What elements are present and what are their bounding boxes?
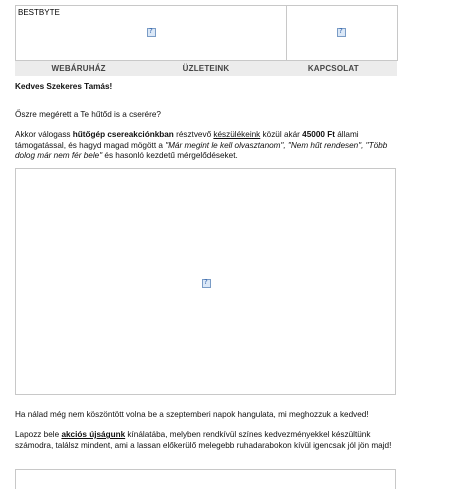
- nav-kapcsolat-link[interactable]: KAPCSOLAT: [307, 64, 359, 73]
- devices-link[interactable]: készülékeink: [213, 130, 261, 139]
- catalog-link[interactable]: akciós újságunk: [61, 430, 126, 439]
- nav-bar: [15, 61, 397, 76]
- logo-image-box[interactable]: [15, 5, 287, 61]
- broken-image-icon: [202, 279, 211, 288]
- paragraph-fridge-offer: Akkor válogass hűtőgép csereakciónkban résztvevő készülékeink közül akár 45000 Ft állami támogatással, és hagyd magad mögött a "Már megint le kell olvasztanom", "Nem hűt rendesen", "Több dolog már nem fér bele" és hasonló kezdetű mérgelődéseket.: [15, 130, 388, 160]
- logo-alt-text: BESTBYTE: [18, 8, 60, 17]
- nav-webaruhaz-link[interactable]: WEBÁRUHÁZ: [51, 64, 106, 73]
- paragraph-catalog: Lapozz bele akciós újságunk kínálatába, melyben rendkívül színes kedvezményekkel készültünk számodra, találsz mindent, ami a lassan előkerülő melegebb ruhadarabokon kívül igencsak jól jön majd!: [15, 430, 392, 450]
- next-image-box[interactable]: [15, 469, 396, 489]
- nav-uzleteink-link[interactable]: ÜZLETEINK: [182, 64, 230, 73]
- broken-image-icon: [337, 28, 346, 37]
- broken-image-icon: [147, 28, 156, 37]
- offer-name: hűtőgép csereakciónkban: [72, 130, 174, 139]
- header: [15, 5, 397, 73]
- banner-image-box[interactable]: [286, 5, 398, 61]
- subsidy-amount: 45000 Ft: [302, 130, 335, 139]
- intro-question: Őszre megérett a Te hűtőd is a cserére?: [15, 110, 161, 119]
- newsletter: [15, 5, 397, 73]
- main-banner-image[interactable]: [15, 168, 396, 395]
- complaint-quotes: "Már megint le kell olvasztanom", "Nem hűt rendesen", "Több dolog már nem fér bele": [15, 140, 388, 160]
- paragraph-september: Ha nálad még nem köszöntött volna be a szeptemberi napok hangulata, mi meghozzuk a kedved!: [15, 410, 369, 419]
- greeting: Kedves Szekeres Tamás!: [15, 82, 113, 91]
